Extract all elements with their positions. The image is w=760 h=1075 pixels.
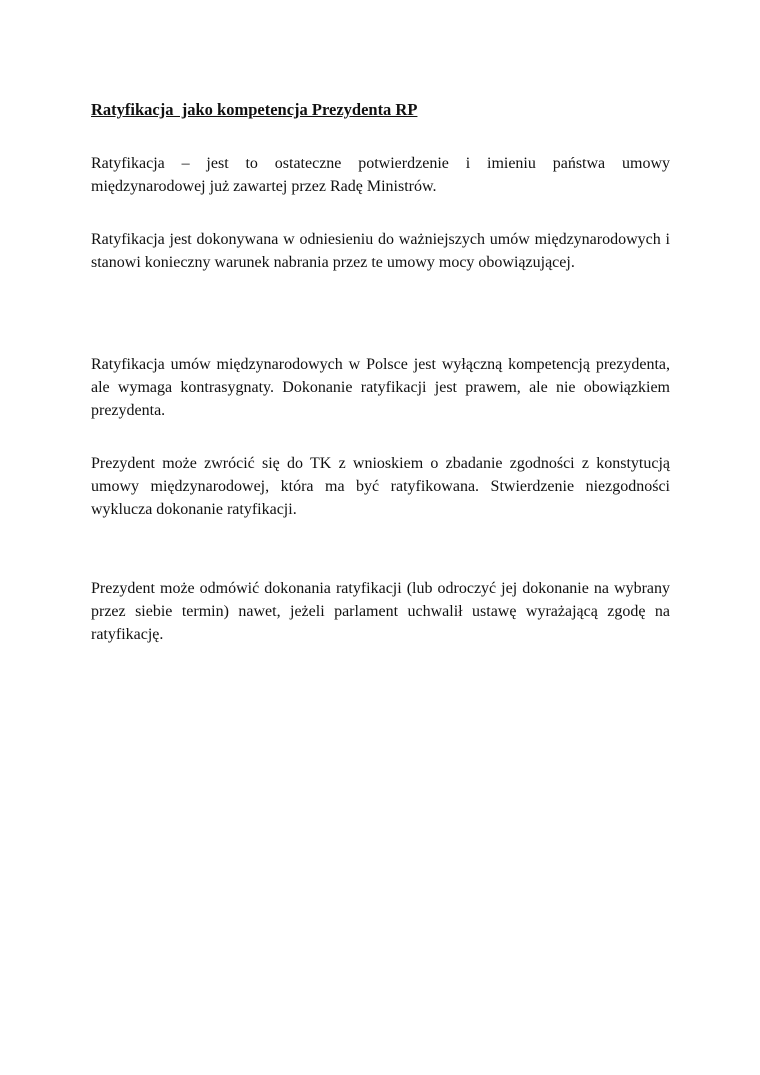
document-title: Ratyfikacja jako kompetencja Prezydenta RP: [91, 100, 418, 119]
paragraph-tribunal: Prezydent może zwrócić się do TK z wnioskiem o zbadanie zgodności z konstytucją umowy międzynarodowej, która ma być ratyfikowana. Stwierdzenie niezgodności wyklucza dokonanie ratyfikacji.: [91, 455, 670, 518]
paragraph-refusal: Prezydent może odmówić dokonania ratyfikacji (lub odroczyć jej dokonanie na wybrany przez siebie termin) nawet, jeżeli parlament uchwalił ustawę wyrażającą zgodę na ratyfikację.: [91, 580, 670, 643]
paragraph-definition: Ratyfikacja – jest to ostateczne potwierdzenie i imieniu państwa umowy międzynarodowej już zawartej przez Radę Ministrów.: [91, 155, 670, 195]
paragraph-scope: Ratyfikacja jest dokonywana w odniesieniu do ważniejszych umów międzynarodowych i stanowi konieczny warunek nabrania przez te umowy mocy obowiązującej.: [91, 231, 670, 271]
paragraph-competence: Ratyfikacja umów międzynarodowych w Polsce jest wyłączną kompetencją prezydenta, ale wymaga kontrasygnaty. Dokonanie ratyfikacji jest prawem, ale nie obowiązkiem prezydenta.: [91, 356, 670, 419]
